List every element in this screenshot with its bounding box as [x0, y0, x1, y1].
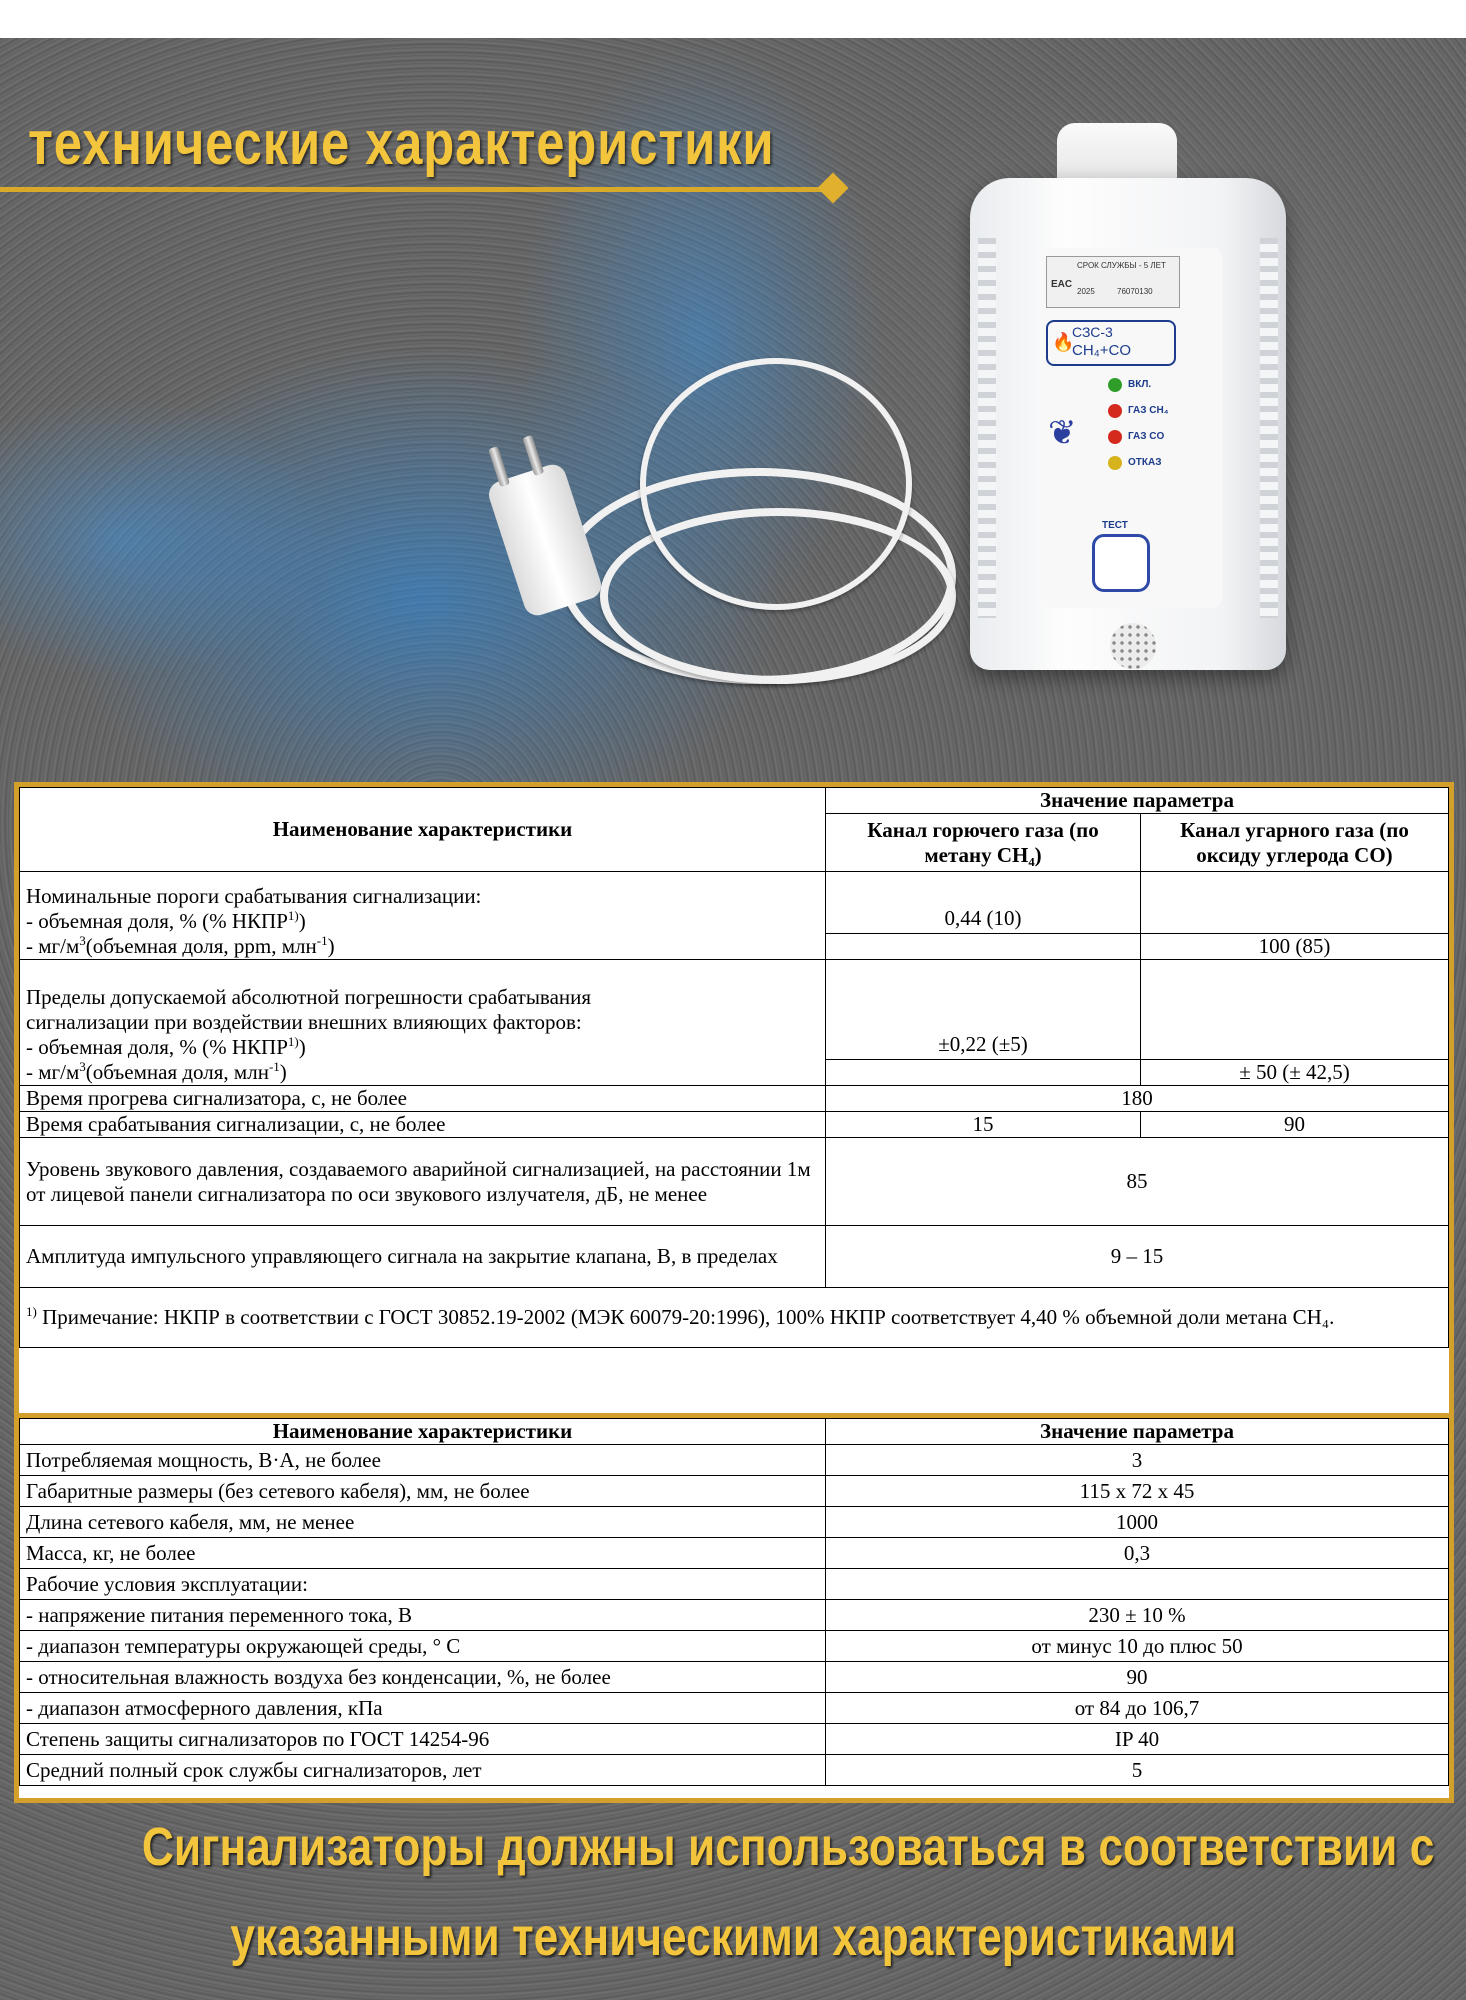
footer-text-2: указанными техническими характеристиками [230, 1907, 1236, 1967]
sound-pressure-label: Уровень звукового давления, создаваемого аварийной сигнализацией, на расстоянии 1м от лицевой панели сигнализатора по оси звукового излучателя, дБ, не менее [20, 1138, 826, 1226]
row-name: Средний полный срок службы сигнализаторов, лет [20, 1755, 826, 1786]
page-title: технические характеристики [28, 109, 775, 178]
row-name: - диапазон температуры окружающей среды, ° С [20, 1631, 826, 1662]
error-limits-ch4-value: ±0,22 (±5) [826, 960, 1141, 1060]
specs-table-1 [19, 787, 1449, 1348]
error-limits-ch4-empty [826, 1060, 1141, 1086]
speaker-grille-icon [1110, 623, 1156, 669]
table-row [20, 1600, 1449, 1631]
row-name: Габаритные размеры (без сетевого кабеля), мм, не более [20, 1476, 826, 1507]
row-name: Длина сетевого кабеля, мм, не менее [20, 1507, 826, 1538]
table-row [20, 1755, 1449, 1786]
row-error-limits-title [20, 960, 826, 1060]
brand-logo-icon: ❦ [1048, 415, 1077, 452]
led-gas-ch4-indicator [1108, 404, 1122, 418]
row-value: 230 ± 10 % [826, 1600, 1449, 1631]
title-underline [0, 187, 828, 192]
device-vents-left [978, 238, 996, 618]
thresholds-mg-text: - мг/м [26, 933, 80, 958]
footnote-mark: 1) [287, 907, 299, 923]
thresholds-ch4-empty [826, 934, 1141, 960]
eac-mark: EAC [1051, 279, 1073, 290]
header-ch4-channel: Канал горючего газа (по метану CH₄) [826, 814, 1141, 872]
header-parameter-value: Значение параметра [826, 788, 1449, 814]
row-name: - относительная влажность воздуха без конденсации, %, не более [20, 1662, 826, 1693]
row-name: Масса, кг, не более [20, 1538, 826, 1569]
cable-loop [640, 358, 912, 610]
specs-table-1-frame [14, 782, 1454, 1422]
gas-detector-device [970, 178, 1286, 670]
thresholds-co-empty [1141, 872, 1449, 934]
error-limits-mg-rest: (объемная доля, млн [85, 1059, 269, 1084]
device-front-panel [1042, 248, 1222, 608]
table-row [20, 1631, 1449, 1662]
row-name: Степень защиты сигнализаторов по ГОСТ 14254-96 [20, 1724, 826, 1755]
led-gas-ch4-label: ГАЗ CH₄ [1128, 405, 1169, 416]
row-thresholds-mg: - $мг/м^3(объемная$ доля, ppm, млн$^{-1}$) [20, 934, 826, 960]
error-limits-line1: Пределы допускаемой абсолютной погрешности срабатывания [26, 984, 592, 1009]
sound-pressure-value: 85 [826, 1138, 1449, 1226]
row-value: от 84 до 106,7 [826, 1693, 1449, 1724]
superscript: -1 [268, 1058, 280, 1074]
valve-signal-value: 9 – 15 [826, 1226, 1449, 1288]
row-name: - напряжение питания переменного тока, В [20, 1600, 826, 1631]
model-label [1046, 320, 1176, 366]
row-value: 90 [826, 1662, 1449, 1693]
power-plug [485, 461, 604, 619]
model-gases: CH₄+CO [1072, 342, 1132, 359]
table-row [20, 1724, 1449, 1755]
response-time-co: 90 [1141, 1112, 1449, 1138]
response-time-label: Время срабатывания сигнализации, с, не более [20, 1112, 826, 1138]
row-error-limits-vol: - объемная доля, % (% НКПР$^{1)}$) [26, 1033, 306, 1059]
error-limits-co-value: ± 50 (± 42,5) [1141, 1060, 1449, 1086]
footer-line-1 [0, 1816, 1466, 1878]
row-thresholds-label: Номинальные пороги срабатывания сигнализации: [26, 883, 482, 908]
row-value: от минус 10 до плюс 50 [826, 1631, 1449, 1662]
warmup-time-value: 180 [826, 1086, 1449, 1112]
specs-table-2 [19, 1418, 1449, 1786]
table-row [20, 1662, 1449, 1693]
error-limits-line2: сигнализации при воздействии внешних влияющих факторов: [26, 1009, 582, 1034]
led-power-label: ВКЛ. [1128, 379, 1152, 390]
table-row [20, 1507, 1449, 1538]
test-button [1092, 534, 1150, 592]
row-thresholds-vol: - объемная доля, % (% НКПР$^{1)}$) [26, 907, 306, 933]
flame-icon: 🔥 [1052, 332, 1075, 352]
row-value: 115 x 72 x 45 [826, 1476, 1449, 1507]
header-co-channel: Канал угарного газа (по оксиду углерода CO) [1141, 814, 1449, 872]
table-note-text: Примечание: НКПР в соответствии с ГОСТ 30852.19-2002 (МЭК 60079-20:1996), 100% НКПР соответствует 4,40 % объемной доли метана CH₄. [36, 1305, 1335, 1329]
row-value: 0,3 [826, 1538, 1449, 1569]
serial-number: 76070130 [1117, 287, 1153, 296]
background-panel [0, 38, 1466, 2000]
table-row [20, 1569, 1449, 1600]
footer-line-2 [0, 1906, 1466, 1968]
row-value [826, 1569, 1449, 1600]
row-error-limits-mg: - $мг/м^3(объемная$ доля, млн$^{-1}$) [20, 1060, 826, 1086]
header-parameter-value: Значение параметра [826, 1419, 1449, 1445]
plug-pin [522, 435, 544, 476]
table-row [20, 1445, 1449, 1476]
test-label: ТЕСТ [1102, 520, 1128, 531]
led-power-indicator [1108, 378, 1122, 392]
header-characteristic: Наименование характеристики [20, 1419, 826, 1445]
led-fault-label: ОТКАЗ [1128, 457, 1162, 468]
model-name: СЗС-3 [1072, 324, 1113, 340]
plug-pin [488, 446, 510, 487]
error-limits-mg-text: - мг/м [26, 1059, 80, 1084]
led-gas-co-label: ГАЗ CO [1128, 431, 1165, 442]
thresholds-mg-rest: (объемная доля, ppm, млн [85, 933, 317, 958]
row-value: 1000 [826, 1507, 1449, 1538]
led-fault-indicator [1108, 456, 1122, 470]
led-gas-co-indicator [1108, 430, 1122, 444]
response-time-ch4: 15 [826, 1112, 1141, 1138]
table-row [20, 1693, 1449, 1724]
superscript: 3 [79, 1058, 86, 1074]
row-value: 3 [826, 1445, 1449, 1476]
footer-text-1: Сигнализаторы должны использоваться в соответствии с [141, 1817, 1435, 1877]
footnote-mark: 1) [26, 1304, 37, 1319]
table-note [20, 1288, 1449, 1348]
error-limits-co-empty [1141, 960, 1449, 1060]
superscript: -1 [316, 932, 328, 948]
error-limits-vol-text: - объемная доля, % (% НКПР [26, 1034, 288, 1059]
row-thresholds-title [20, 872, 826, 934]
row-name: Рабочие условия эксплуатации: [20, 1569, 826, 1600]
device-vents-right [1260, 238, 1278, 618]
thresholds-ch4-value: 0,44 (10) [826, 872, 1141, 934]
footnote-mark: 1) [287, 1033, 299, 1049]
table-row [20, 1538, 1449, 1569]
title-diamond-ornament [817, 172, 848, 203]
thresholds-vol-text: - объемная доля, % (% НКПР [26, 908, 288, 933]
row-value: IP 40 [826, 1724, 1449, 1755]
row-name: - диапазон атмосферного давления, кПа [20, 1693, 826, 1724]
superscript: 3 [79, 932, 86, 948]
service-life-label [1046, 256, 1180, 308]
row-name: Потребляемая мощность, В·А, не более [20, 1445, 826, 1476]
header-characteristic: Наименование характеристики [20, 788, 826, 872]
service-life-text: СРОК СЛУЖБЫ - 5 ЛЕТ [1077, 261, 1166, 270]
specs-table-2-frame [14, 1413, 1454, 1803]
valve-signal-label: Амплитуда импульсного управляющего сигнала на закрытие клапана, В, в пределах [20, 1226, 826, 1288]
row-value: 5 [826, 1755, 1449, 1786]
warmup-time-label: Время прогрева сигнализатора, с, не более [20, 1086, 826, 1112]
table-row [20, 1476, 1449, 1507]
thresholds-co-value: 100 (85) [1141, 934, 1449, 960]
production-year: 2025 [1077, 287, 1095, 296]
